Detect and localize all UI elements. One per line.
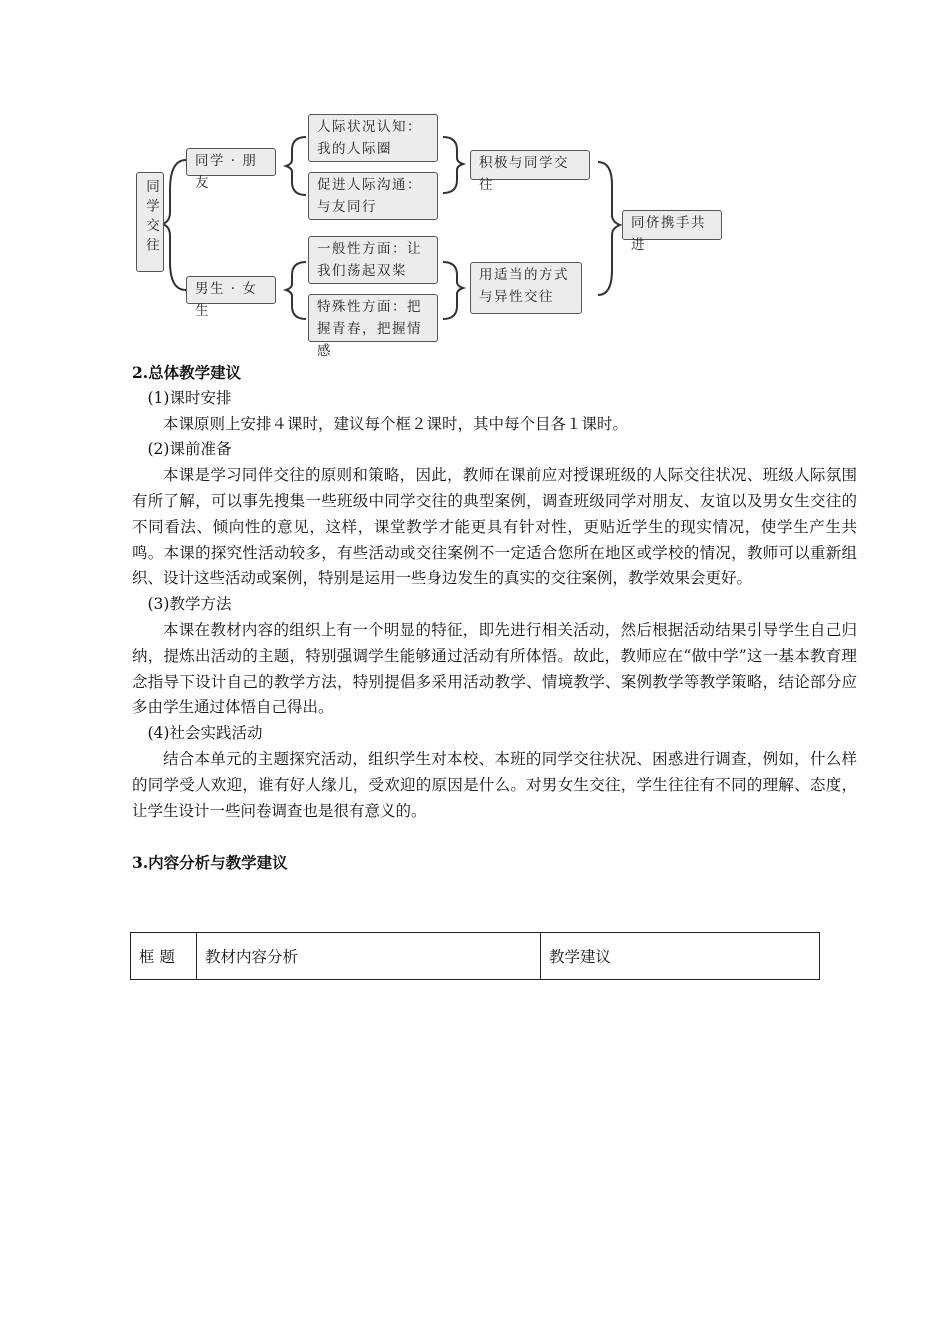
concept-diagram	[0, 0, 950, 360]
leaf-node-2: 促进人际沟通：与友同行	[308, 172, 438, 220]
content-analysis-table	[130, 932, 820, 980]
root-node: 同学交往	[136, 172, 164, 272]
final-node: 同侪携手共进	[622, 210, 722, 240]
table-header-suggestion: 教学建议	[541, 933, 820, 980]
paragraph-practice: 结合本单元的主题探究活动，组织学生对本校、本班的同学交往状况、困惑进行调查，例如，什么样的同学受人欢迎，谁有好人缘儿，受欢迎的原因是什么。对男女生交往，学生往往有不同的理解、态度，让学生设计一些问卷调查也是很有意义的。	[132, 749, 857, 820]
paragraph-preparation: 本课是学习同伴交往的原则和策略，因此，教师在课前应对授课班级的人际交往状况、班级人际氛围有所了解，可以事先搜集一些班级中同学交往的典型案例，调查班级同学对朋友、友谊以及男女生交往的不同看法、倾向性的意见，这样，课堂教学才能更具有针对性，更贴近学生的现实情况，使学生产生共鸣。本课的探究性活动较多，有些活动或交往案例不一定适合您所在地区或学校的情况，教师可以重新组织、设计这些活动或案例，特别是运用一些身边发生的真实的交往案例，教学效果会更好。	[132, 466, 857, 588]
section-3-title: 3.内容分析与教学建议	[132, 853, 288, 873]
leaf-node-4: 特殊性方面：把握青春，把握情感	[308, 294, 438, 342]
summary-friends-node: 积极与同学交往	[470, 150, 590, 180]
section-2	[132, 360, 857, 876]
leaf-node-1: 人际状况认知：我的人际圈	[308, 114, 438, 162]
table-header-topic: 框 题	[131, 933, 197, 980]
section-2-title: 2.总体教学建议	[132, 363, 242, 382]
subheading-preparation: (2)课前准备	[147, 440, 232, 459]
subheading-schedule: (1)课时安排	[147, 388, 232, 407]
paragraph-method: 本课在教材内容的组织上有一个明显的特征，即先进行相关活动，然后根据活动结果引导学生自己归纳，提炼出活动的主题，特别强调学生能够通过活动有所体悟。故此，教师应在“做中学”这一基本教育理念指导下设计自己的教学方法，特别提倡多采用活动教学、情境教学、案例教学等教学策略，结论部分应多由学生通过体悟自己得出。	[132, 620, 857, 717]
paragraph-schedule: 本课原则上安排４课时，建议每个框２课时，其中每个目各１课时。	[163, 414, 629, 433]
subheading-method: (3)教学方法	[147, 595, 232, 614]
branch-gender-node: 男生 · 女生	[186, 276, 276, 304]
summary-gender-node: 用适当的方式与异性交往	[470, 262, 582, 314]
subheading-practice: (4)社会实践活动	[147, 724, 263, 743]
branch-friends-node: 同学 · 朋友	[186, 148, 276, 176]
leaf-node-3: 一般性方面：让我们荡起双桨	[308, 236, 438, 284]
table-header-analysis: 教材内容分析	[197, 933, 541, 980]
table-header-row	[131, 933, 820, 980]
